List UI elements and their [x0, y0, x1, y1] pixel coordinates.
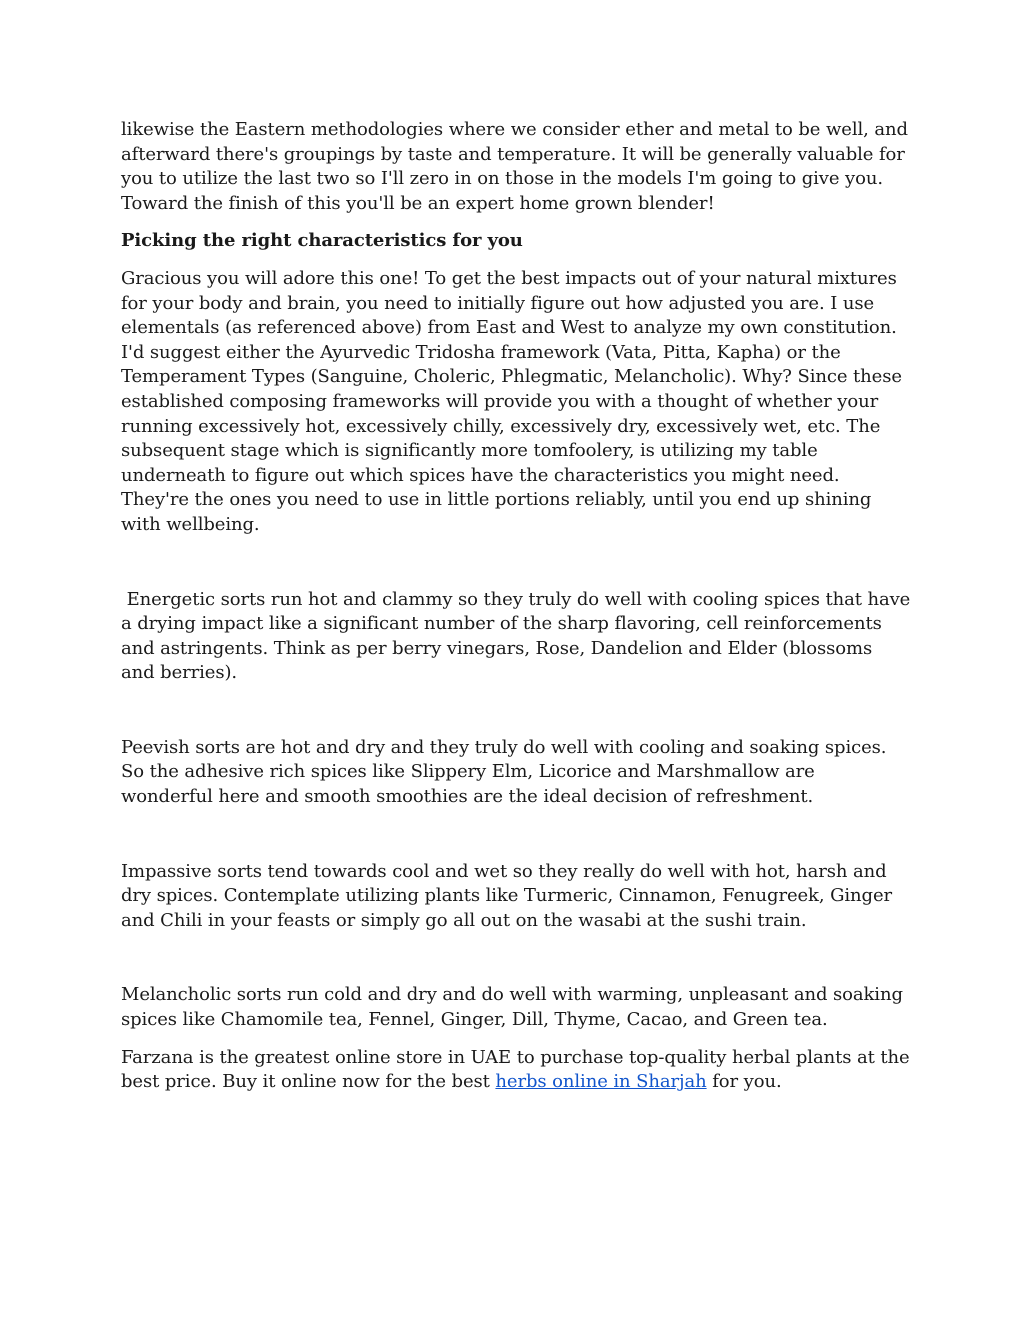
document-page [121, 118, 916, 1095]
store-text-before: Farzana is the greatest online store in UAE to purchase top-quality herbal plants at the best price. Buy it online now for the best [121, 1046, 910, 1093]
choleric-paragraph: Peevish sorts are hot and dry and they truly do well with cooling and soaking spices. So the adhesive rich spices like Slippery Elm, Licorice and Marshmallow are wonderful here and smooth smoothies are the ideal decision of refreshment. [121, 736, 887, 808]
sanguine-paragraph: Energetic sorts run hot and clammy so they truly do well with cooling spices that have a drying impact like a significant number of the sharp flavoring, cell reinforcements and astringents. Think as per berry vinegars, Rose, Dandelion and Elder (blossoms and berries). [121, 588, 916, 684]
herbs-online-link[interactable]: herbs online in Sharjah [495, 1071, 707, 1093]
melancholic-paragraph: Melancholic sorts run cold and dry and do well with warming, unpleasant and soaking spices like Chamomile tea, Fennel, Ginger, Dill, Thyme, Cacao, and Green tea. [121, 984, 903, 1031]
phlegmatic-paragraph: Impassive sorts tend towards cool and wet so they really do well with hot, harsh and dry spices. Contemplate utilizing plants like Turmeric, Cinnamon, Fenugreek, Ginger and Chili in your feasts or simply go all out on the wasabi at the sushi train. [121, 860, 893, 931]
constitution-paragraph: Gracious you will adore this one! To get the best impacts out of your natural mixtures for your body and brain, you need to initially figure out how adjusted you are. I use elementals (as referenced above) from East and West to analyze my own constitution. I'd suggest either the Ayurvedic Tridosha framework (Vata, Pitta, Kapha) or the Temperament Types (Sanguine, Choleric, Phlegmatic, Melancholic). Why? Since these established composing frameworks will provide you with a thought of whether your running excessively hot, excessively chilly, excessively dry, excessively wet, etc. The subsequent stage which is significantly more tomfoolery, is utilizing my table underneath to figure out which spices have the characteristics you might need. They're the ones you need to use in little portions reliably, until you end up shining with wellbeing. [121, 267, 902, 535]
store-paragraph [121, 1046, 911, 1095]
section-heading: Picking the right characteristics for you [121, 230, 523, 252]
intro-paragraph: likewise the Eastern methodologies where we consider ether and metal to be well, and afterward there's groupings by taste and temperature. It will be generally valuable for you to utilize the last two so I'll zero in on those in the models I'm going to give you. Toward the finish of this you'll be an expert home grown blender! [121, 119, 908, 214]
store-text-after: for you. [706, 1071, 782, 1093]
